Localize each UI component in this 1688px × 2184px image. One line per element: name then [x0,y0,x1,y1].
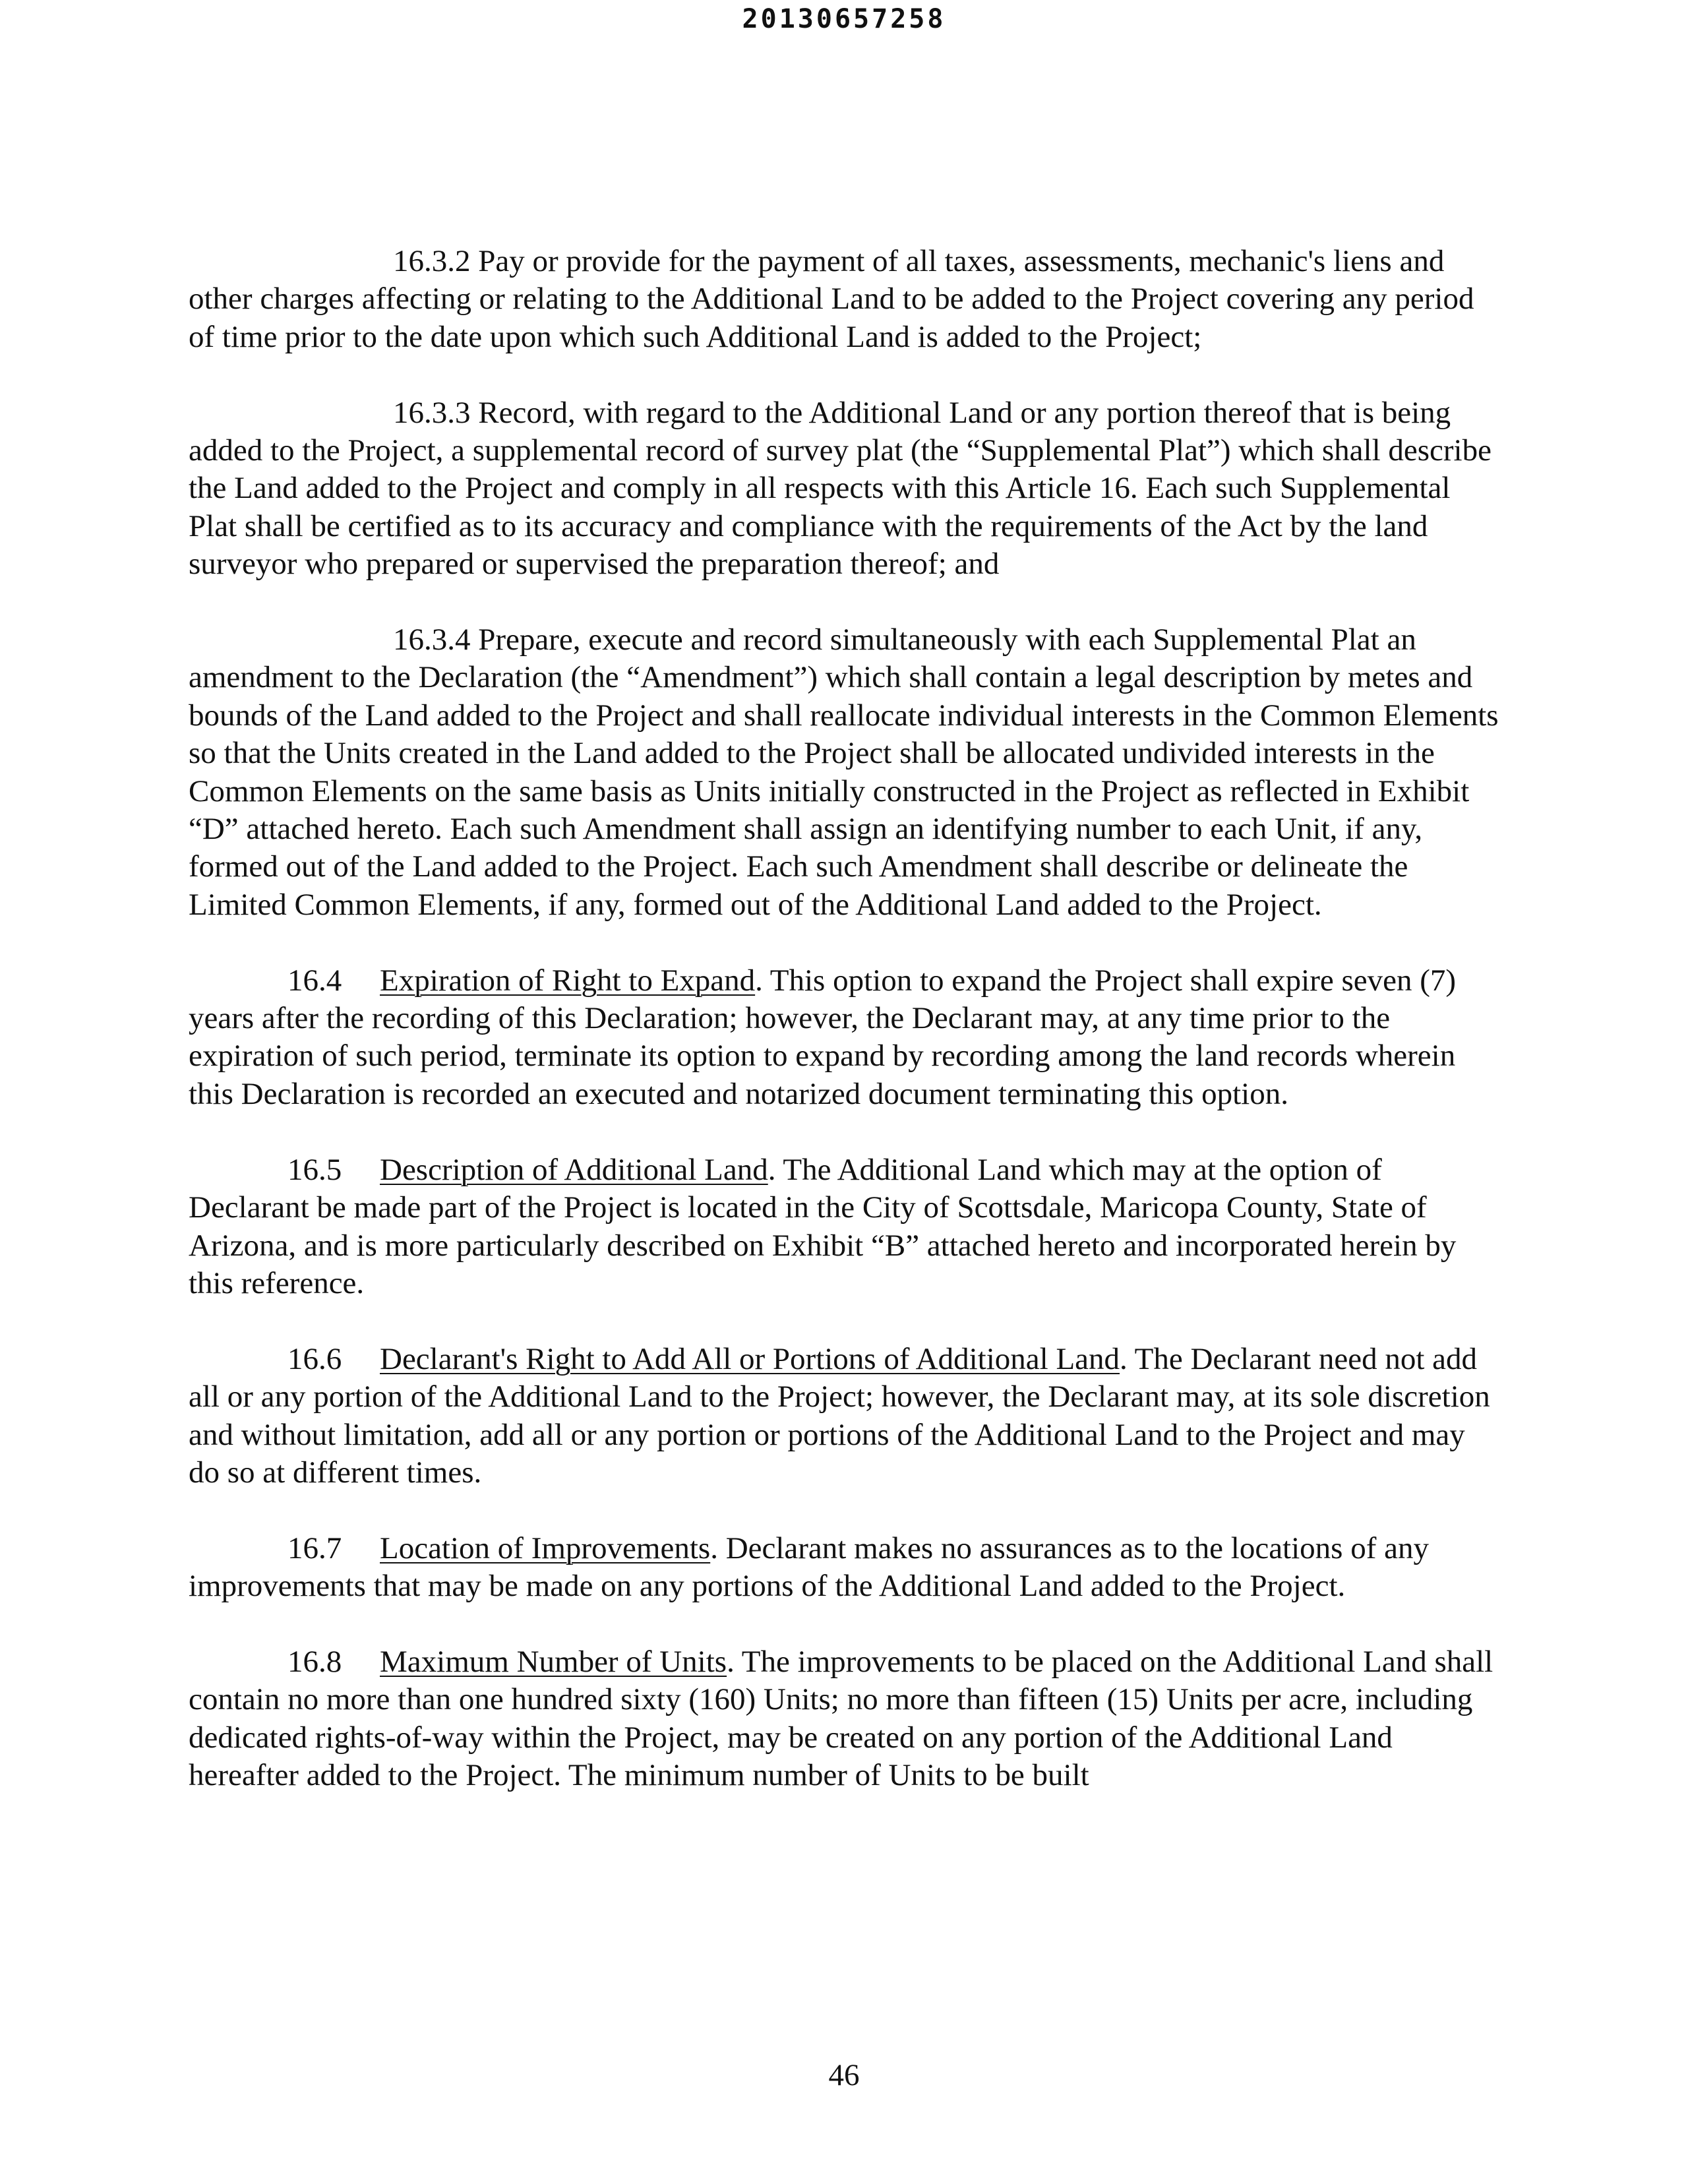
section-heading: Maximum Number of Units [380,1644,727,1679]
section-number: 16.8 [287,1644,342,1679]
section-number: 16.7 [287,1531,342,1565]
paragraph-number: 16.3.2 [393,244,471,278]
section-number: 16.6 [287,1341,342,1376]
paragraph-number: 16.3.3 [393,395,471,430]
paragraph-16-3-4 [189,621,1501,924]
section-16-8 [189,1643,1501,1795]
paragraph-text: Prepare, execute and record simultaneously with each Supplemental Plat an amendment to the Declaration (the “Amendment”) which shall contain a legal description by metes and bounds of the Land added to the Project and shall reallocate individual interests in the Common Elements so that the Units created in the Land added to the Project shall be allocated undivided interests in the Common Elements on the same basis as Units initially constructed in the Project as reflected in Exhibit “D” attached hereto. Each such Amendment shall assign an identifying number to each Unit, if any, formed out of the Land added to the Project. Each such Amendment shall describe or delineate the Limited Common Elements, if any, formed out of the Additional Land added to the Project. [189,622,1499,922]
section-number: 16.4 [287,963,342,998]
document-number: 20130657258 [742,4,946,34]
section-number: 16.5 [287,1152,342,1187]
document-body [189,243,1501,1795]
section-16-5 [189,1151,1501,1303]
paragraph-text: Record, with regard to the Additional Land or any portion thereof that is being added to the Project, a supplemental record of survey plat (the “Supplemental Plat”) which shall describe the Land added to the Project and comply in all respects with this Article 16. Each such Supplemental Plat shall be certified as to its accuracy and compliance with the requirements of the Act by the land surveyor who prepared or supervised the preparation thereof; and [189,395,1492,582]
section-text: . The Additional Land which may at the option of Declarant be made part of the Project is located in the City of Scottsdale, Maricopa County, State of Arizona, and is more particularly described on Exhibit “B” attached hereto and incorporated herein by this reference. [189,1152,1457,1300]
page-number: 46 [828,2058,860,2092]
section-heading: Declarant's Right to Add All or Portions of Additional Land [380,1341,1120,1376]
section-heading: Location of Improvements [380,1531,711,1565]
section-16-7 [189,1530,1501,1606]
section-text: . This option to expand the Project shall expire seven (7) years after the recording of this Declaration; however, the Declarant may, at any time prior to the expiration of such period, terminate its option to expand by recording among the land records wherein this Declaration is recorded an executed and notarized document terminating this option. [189,963,1457,1111]
section-heading: Description of Additional Land [380,1152,768,1187]
section-16-6 [189,1341,1501,1492]
paragraph-number: 16.3.4 [393,622,471,657]
section-heading: Expiration of Right to Expand [380,963,756,998]
section-16-4 [189,962,1501,1114]
paragraph-16-3-3 [189,394,1501,584]
section-text: . The improvements to be placed on the Additional Land shall contain no more than one hundred sixty (160) Units; no more than fifteen (15) Units per acre, including dedicated rights-of-way within the Project, may be created on any portion of the Additional Land hereafter added to the Project. The minimum number of Units to be built [189,1644,1493,1793]
paragraph-text: Pay or provide for the payment of all taxes, assessments, mechanic's liens and other charges affecting or relating to the Additional Land to be added to the Project covering any period of time prior to the date upon which such Additional Land is added to the Project; [189,244,1474,354]
section-text: . The Declarant need not add all or any portion of the Additional Land to the Project; however, the Declarant may, at its sole discretion and without limitation, add all or any portion or portions of the Additional Land to the Project and may do so at different times. [189,1341,1490,1490]
section-text: . Declarant makes no assurances as to the locations of any improvements that may be made on any portions of the Additional Land added to the Project. [189,1531,1429,1604]
paragraph-16-3-2 [189,243,1501,356]
